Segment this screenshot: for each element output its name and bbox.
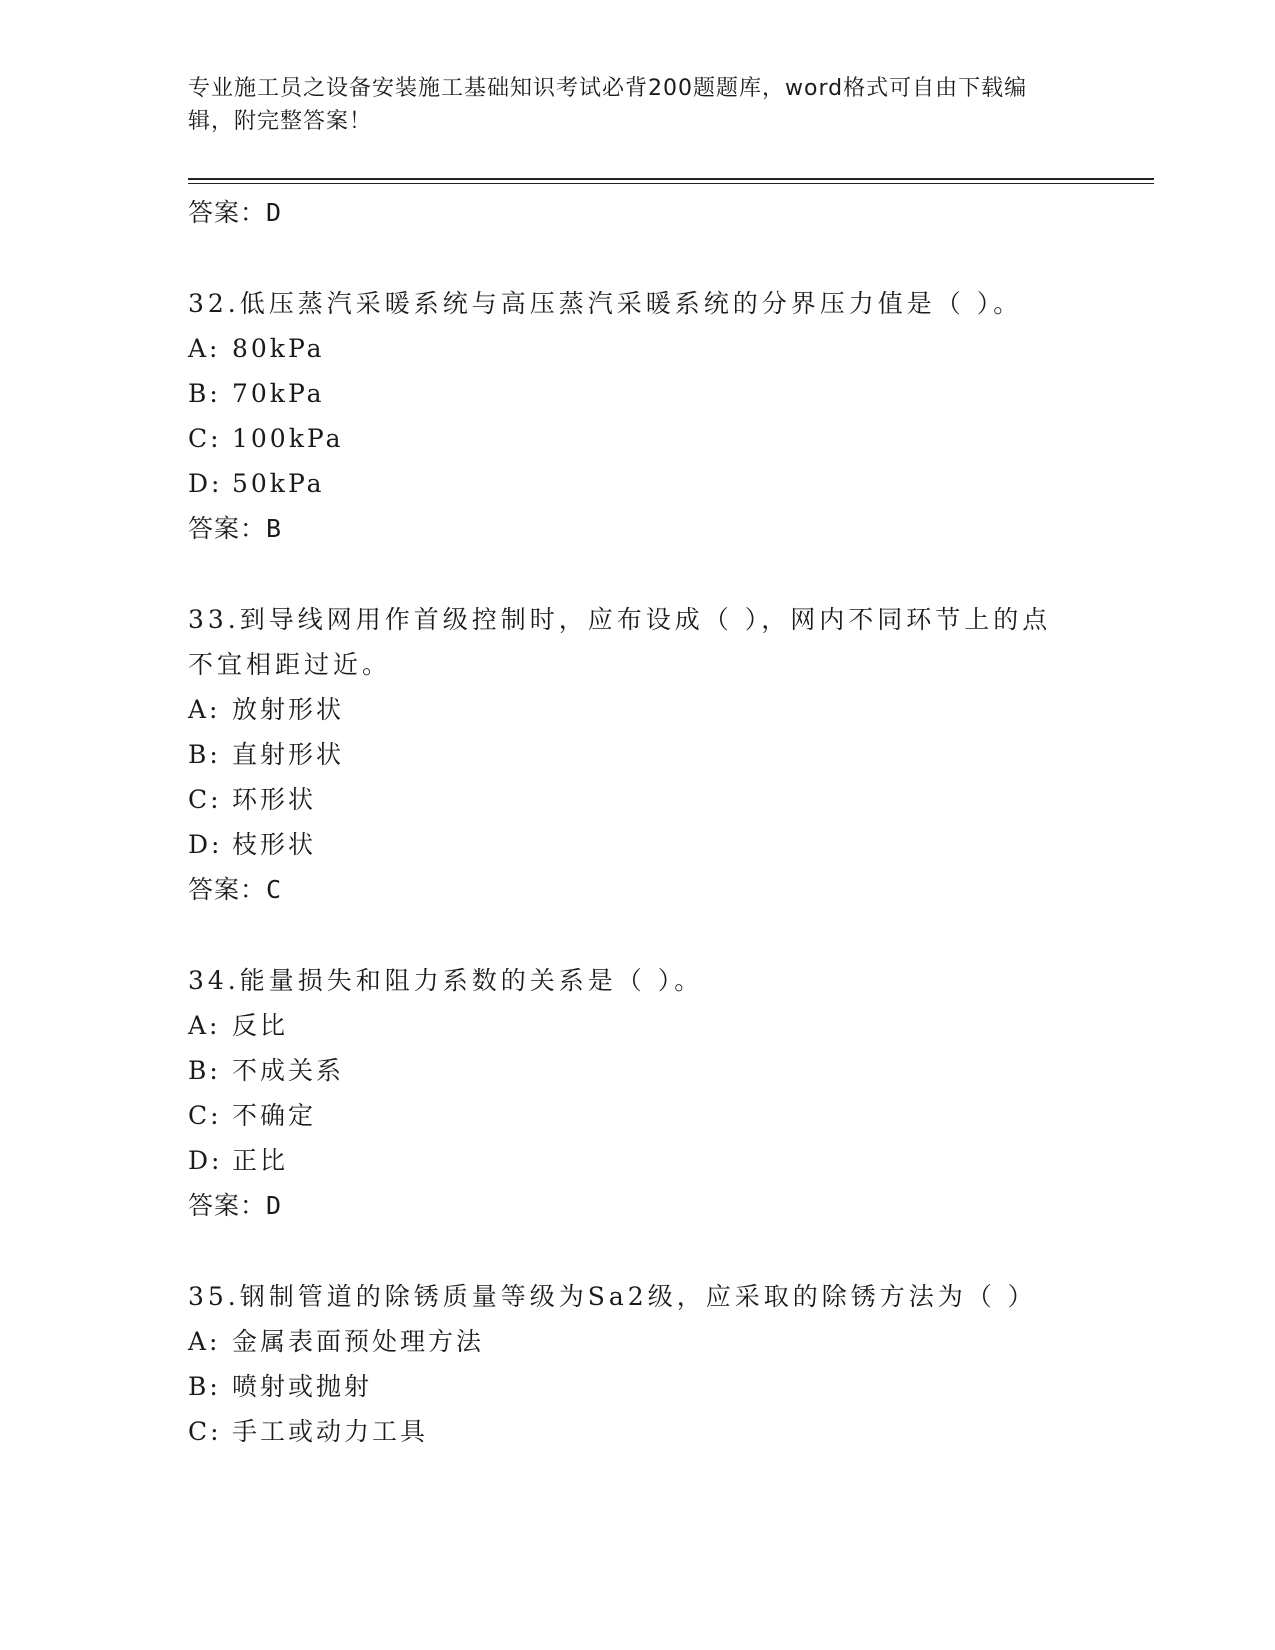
- option-text: 反比: [232, 1011, 289, 1040]
- option-item: [188, 1409, 1088, 1454]
- option-text: 环形状: [232, 785, 317, 814]
- option-text: 放射形状: [232, 695, 345, 724]
- option-text: 50kPa: [232, 469, 325, 498]
- option-letter: D:: [188, 830, 223, 859]
- option-item: [188, 326, 1088, 371]
- option-item: [188, 1319, 1088, 1364]
- header-rule-thick: [188, 178, 1154, 180]
- option-item: [188, 1093, 1088, 1138]
- option-letter: B:: [188, 740, 221, 769]
- option-letter: A:: [188, 334, 221, 363]
- answer-label: 答案：: [188, 1191, 267, 1220]
- option-text: 直射形状: [232, 740, 345, 769]
- option-text: 70kPa: [232, 379, 325, 408]
- option-item: [188, 822, 1088, 867]
- answer-line: [188, 867, 1088, 912]
- option-item: [188, 371, 1088, 416]
- option-item: [188, 1364, 1088, 1409]
- answer-label: 答案：: [188, 514, 267, 543]
- option-text: 80kPa: [232, 334, 325, 363]
- option-item: [188, 687, 1088, 732]
- option-item: [188, 416, 1088, 461]
- option-text: 不成关系: [232, 1056, 345, 1085]
- option-letter: C:: [188, 785, 222, 814]
- option-item: [188, 1138, 1088, 1183]
- answer-value: B: [266, 514, 283, 543]
- document-header: 专业施工员之设备安装施工基础知识考试必背200题题库，word格式可自由下载编辑，附完整答案！: [188, 76, 1028, 134]
- answer-value: D: [266, 1191, 283, 1220]
- option-letter: A:: [188, 1327, 221, 1356]
- option-text: 100kPa: [232, 424, 344, 453]
- option-letter: A:: [188, 1011, 221, 1040]
- option-item: [188, 732, 1088, 777]
- answer-value: C: [266, 875, 283, 904]
- option-text: 枝形状: [232, 830, 317, 859]
- option-item: [188, 1048, 1088, 1093]
- option-letter: C:: [188, 424, 222, 453]
- option-letter: D:: [188, 469, 223, 498]
- option-letter: B:: [188, 1056, 221, 1085]
- answer-line: [188, 190, 1088, 235]
- option-text: 手工或动力工具: [232, 1417, 429, 1446]
- option-letter: B:: [188, 379, 221, 408]
- option-letter: D:: [188, 1146, 223, 1175]
- answer-label: 答案：: [188, 875, 267, 904]
- answer-value: D: [266, 198, 283, 227]
- option-item: [188, 777, 1088, 822]
- question-text: 32.低压蒸汽采暖系统与高压蒸汽采暖系统的分界压力值是（ ）。: [188, 289, 1023, 318]
- option-text: 不确定: [232, 1101, 317, 1130]
- question-text: 34.能量损失和阻力系数的关系是（ ）。: [188, 966, 704, 995]
- option-item: [188, 461, 1088, 506]
- option-letter: C:: [188, 1417, 222, 1446]
- option-letter: B:: [188, 1372, 221, 1401]
- answer-line: [188, 1183, 1088, 1228]
- answer-line: [188, 506, 1088, 551]
- option-letter: A:: [188, 695, 221, 724]
- option-item: [188, 1003, 1088, 1048]
- question-text: 33.到导线网用作首级控制时，应布设成（ ），网内不同环节上的点不宜相距过近。: [188, 605, 1052, 679]
- question-list: [188, 190, 1088, 1454]
- option-letter: C:: [188, 1101, 222, 1130]
- question-text: 35.钢制管道的除锈质量等级为Sa2级，应采取的除锈方法为（ ）: [188, 1282, 1037, 1311]
- option-text: 正比: [232, 1146, 289, 1175]
- answer-label: 答案：: [188, 198, 267, 227]
- option-text: 喷射或抛射: [232, 1372, 373, 1401]
- header-rule-thin: [188, 183, 1154, 184]
- option-text: 金属表面预处理方法: [232, 1327, 485, 1356]
